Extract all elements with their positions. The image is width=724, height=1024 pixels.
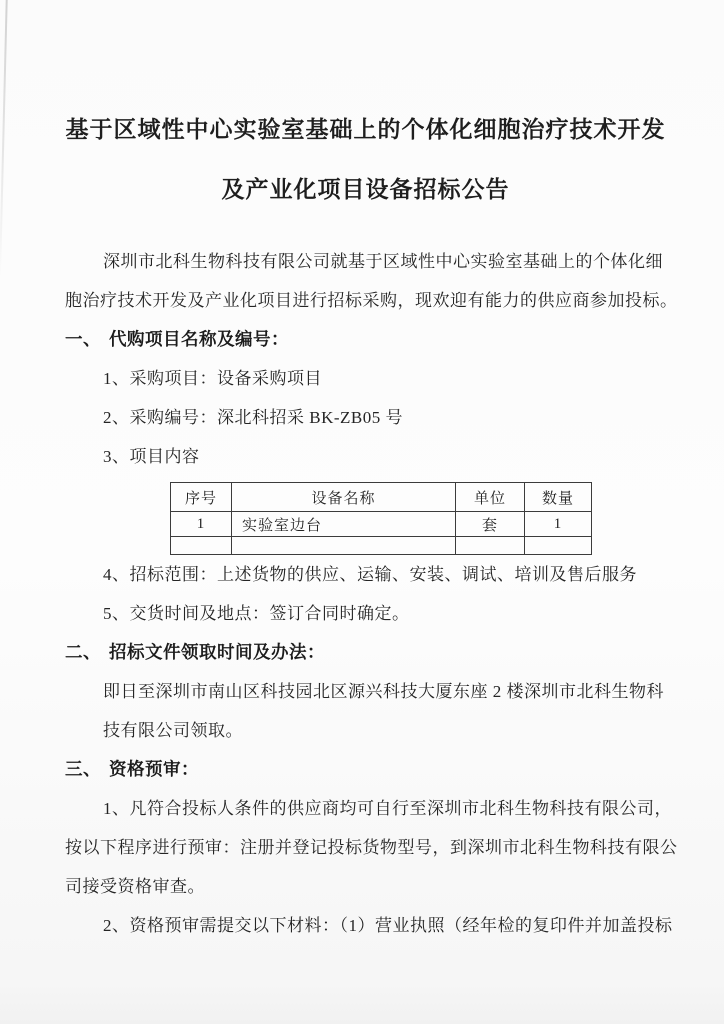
- table-row: [171, 512, 592, 537]
- document-content: [0, 100, 724, 945]
- cell-unit-empty: [456, 537, 525, 555]
- section-3-number: 三、: [65, 759, 101, 779]
- cell-unit: 套: [456, 512, 525, 537]
- title-line-2: 及产业化项目设备招标公告: [221, 177, 510, 202]
- cell-qty-empty: [525, 537, 592, 555]
- section-3-item-1-line-2: 按以下程序进行预审：注册并登记投标货物型号，到深圳市北科生物科技有限公: [65, 838, 678, 857]
- header-name: 设备名称: [232, 483, 456, 512]
- title-line-1: 基于区域性中心实验室基础上的个体化细胞治疗技术开发: [65, 117, 666, 142]
- cell-qty: 1: [525, 512, 592, 537]
- section-1-heading: [65, 320, 666, 359]
- section-2-body-line-1: 即日至深圳市南山区科技园北区源兴科技大厦东座 2 楼深圳市北科生物科: [103, 682, 664, 701]
- table-header-row: [171, 483, 592, 512]
- cell-name-empty: [232, 537, 456, 555]
- header-unit: 单位: [456, 483, 525, 512]
- equipment-table-wrap: [170, 482, 666, 555]
- section-1-item-5: 5、交货时间及地点：签订合同时确定。: [103, 604, 410, 623]
- section-3-item-1-line-1: 1、凡符合投标人条件的供应商均可自行至深圳市北科生物科技有限公司，: [103, 799, 672, 818]
- section-1-title: 代购项目名称及编号：: [109, 329, 289, 349]
- header-seq: 序号: [171, 483, 232, 512]
- section-3-item-2-line-1: 2、资格预审需提交以下材料：（1）营业执照（经年检的复印件并加盖投标: [103, 916, 673, 935]
- cell-seq-empty: [171, 537, 232, 555]
- section-3-title: 资格预审：: [109, 759, 199, 779]
- intro-paragraph: [65, 242, 678, 320]
- intro-line-2: 胞治疗技术开发及产业化项目进行招标采购，现欢迎有能力的供应商参加投标。: [65, 291, 678, 310]
- document-title: [65, 100, 666, 220]
- section-3-heading: [65, 750, 666, 789]
- section-2-heading: [65, 633, 666, 672]
- section-1-number: 一、: [65, 329, 101, 349]
- section-2-title: 招标文件领取时间及办法：: [109, 642, 325, 662]
- equipment-table: [170, 482, 592, 555]
- header-qty: 数量: [525, 483, 592, 512]
- section-1-item-1: 1、采购项目：设备采购项目: [103, 369, 322, 388]
- section-2-body-line-2: 技有限公司领取。: [103, 721, 243, 740]
- cell-seq: 1: [171, 512, 232, 537]
- cell-name: 实验室边台: [232, 512, 456, 537]
- section-1-item-3: 3、项目内容: [103, 447, 200, 466]
- intro-line-1: 深圳市北科生物科技有限公司就基于区域性中心实验室基础上的个体化细: [103, 252, 663, 271]
- table-row-empty: [171, 537, 592, 555]
- section-1-item-2: 2、采购编号：深北科招采 BK-ZB05 号: [103, 408, 403, 427]
- section-2-number: 二、: [65, 642, 101, 662]
- section-1-item-4: 4、招标范围：上述货物的供应、运输、安装、调试、培训及售后服务: [103, 565, 637, 584]
- section-3-item-1-line-3: 司接受资格审查。: [65, 877, 205, 896]
